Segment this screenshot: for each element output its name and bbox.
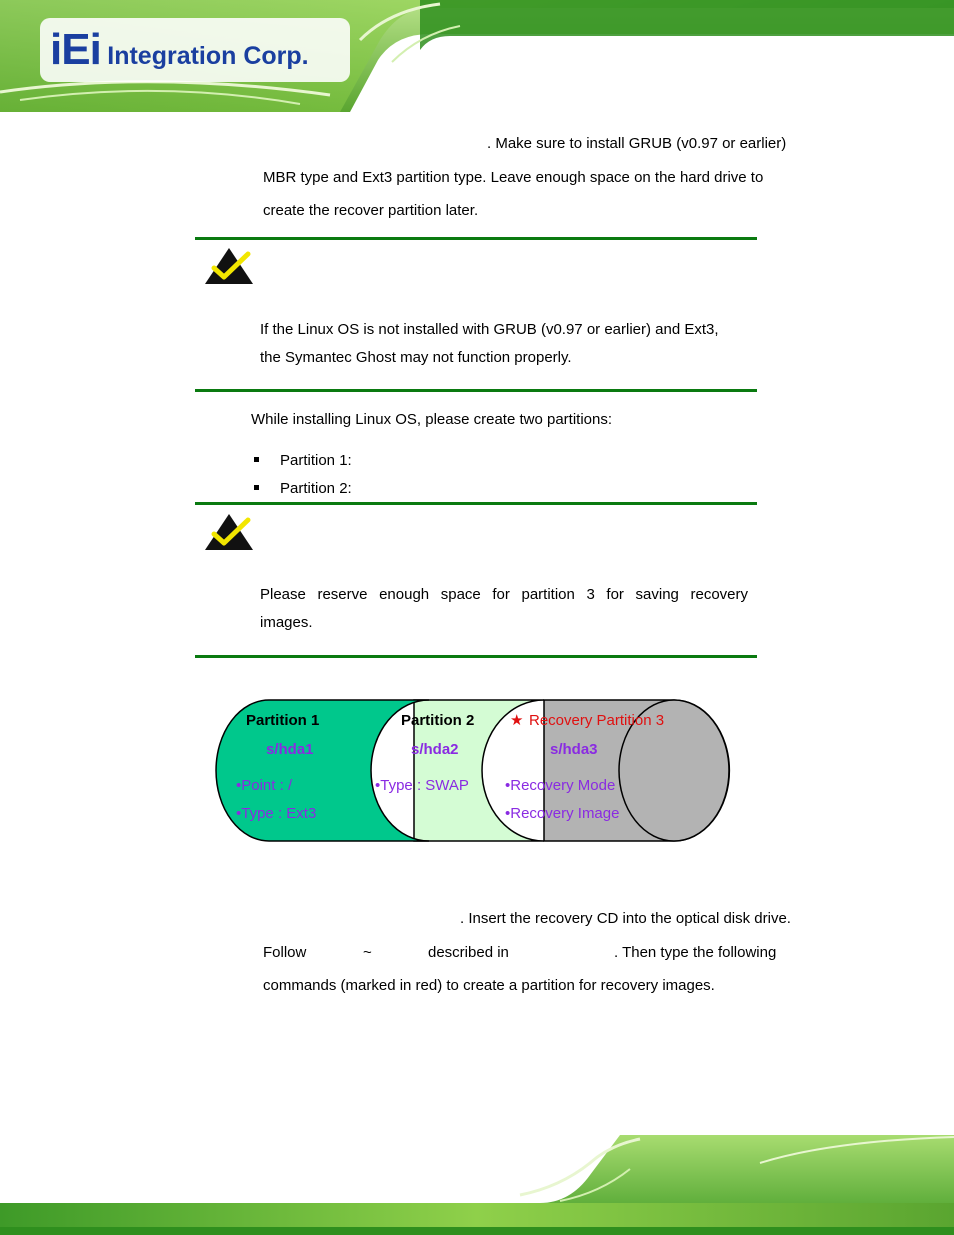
partition-2-device: s/hda2 [411, 741, 459, 758]
note1-line2: the Symantec Ghost may not function properly. [260, 349, 572, 366]
logo-text: Integration Corp. [107, 42, 309, 70]
step-tilde: ~ [363, 944, 372, 961]
para1-line3: create the recover partition later. [263, 202, 479, 219]
partition-3-mode: •Recovery Mode [505, 777, 616, 794]
step-follow: Follow [263, 944, 307, 961]
note2-line1: Please reserve enough space for partition 3 for saving recovery [260, 586, 748, 603]
partition-2-title: Partition 2 [401, 712, 475, 729]
note2-bottom-rule [195, 655, 757, 658]
bullet-marker [254, 457, 259, 462]
note-check-icon [204, 246, 254, 286]
step-line1: . Insert the recovery CD into the optical disk drive. [460, 910, 791, 927]
star-icon: ★ [510, 712, 524, 729]
partition-1-type: •Type : Ext3 [236, 805, 317, 822]
partition-diagram [214, 698, 734, 844]
header-banner [0, 0, 954, 115]
partition-3-image: •Recovery Image [505, 805, 620, 822]
partition-1-title: Partition 1 [246, 712, 320, 729]
para1-line1: . Make sure to install GRUB (v0.97 or earlier) [487, 135, 787, 152]
note-check-icon [204, 512, 254, 552]
footer-decoration [0, 1135, 954, 1235]
step-described: described in [428, 944, 509, 961]
partition-2-type: •Type : SWAP [375, 777, 469, 794]
logo [50, 26, 309, 74]
list-item: Partition 1: [280, 452, 352, 469]
note2-top-rule [195, 502, 757, 505]
bullet-marker [254, 485, 259, 490]
step-line3: commands (marked in red) to create a partition for recovery images. [263, 977, 715, 994]
partition-3-title: Recovery Partition 3 [529, 712, 665, 729]
step-then: . Then type the following [614, 944, 777, 961]
para1-line2: MBR type and Ext3 partition type. Leave enough space on the hard drive to [263, 169, 764, 186]
note1-top-rule [195, 237, 757, 240]
note2-line2: images. [260, 614, 313, 631]
partition-3-device: s/hda3 [550, 741, 598, 758]
partition-intro: While installing Linux OS, please create two partitions: [251, 411, 613, 428]
note1-bottom-rule [195, 389, 757, 392]
list-item: Partition 2: [280, 480, 352, 497]
partition-1-device: s/hda1 [266, 741, 314, 758]
logo-mark: iEi [50, 25, 101, 74]
note1-line1: If the Linux OS is not installed with GRUB (v0.97 or earlier) and Ext3, [260, 321, 719, 338]
partition-1-mount: •Point : / [236, 777, 293, 794]
